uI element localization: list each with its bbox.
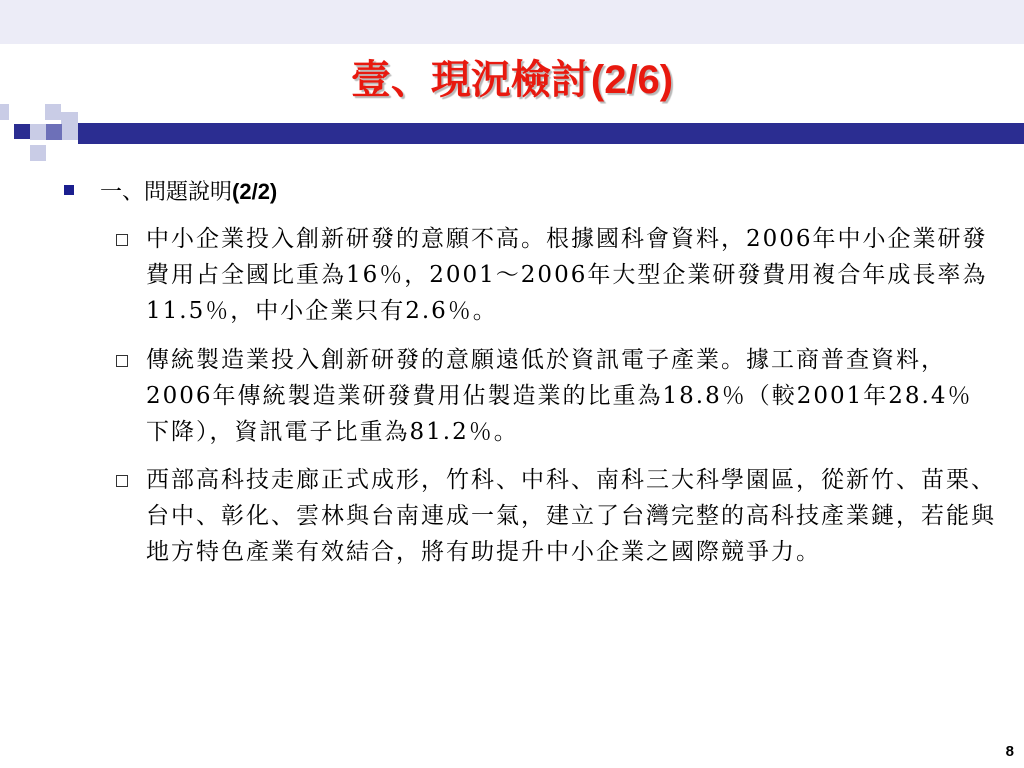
bullet-text: 傳統製造業投入創新研發的意願遠低於資訊電子產業。據工商普查資料，2006年傳統製造業研發費用佔製造業的比重為18.8％（較2001年28.4％下降），資訊電子比重為81.2％。 bbox=[146, 347, 973, 445]
square-bullet-icon bbox=[64, 185, 74, 195]
hollow-square-bullet-icon bbox=[116, 475, 128, 487]
hollow-square-bullet-icon bbox=[116, 234, 128, 246]
bullet-text: 中小企業投入創新研發的意願不高。根據國科會資料，2006年中小企業研發費用占全國比重為16％，2001～2006年大型企業研發費用複合年成長率為11.5％，中小企業只有2.6％。 bbox=[146, 226, 988, 324]
bullet-item bbox=[116, 221, 996, 329]
section-heading bbox=[64, 174, 277, 206]
section-heading-latin: (2/2) bbox=[232, 178, 278, 204]
slide-title-main: 壹、現況檢討 bbox=[350, 56, 591, 103]
bullet-item bbox=[116, 342, 996, 450]
bullet-text: 西部高科技走廊正式成形，竹科、中科、南科三大科學園區，從新竹、苗栗、台中、彰化、雲林與台南連成一氣，建立了台灣完整的高科技產業鏈，若能與地方特色產業有效結合，將有助提升中小企業之國際競爭力。 bbox=[146, 467, 996, 565]
bullet-item bbox=[116, 462, 996, 570]
slide-title-part: (2/6) bbox=[590, 58, 674, 102]
section-heading-text bbox=[100, 175, 277, 206]
page-number: 8 bbox=[1005, 743, 1014, 760]
section-heading-cjk: 一、問題說明 bbox=[100, 179, 233, 205]
hollow-square-bullet-icon bbox=[116, 355, 128, 367]
